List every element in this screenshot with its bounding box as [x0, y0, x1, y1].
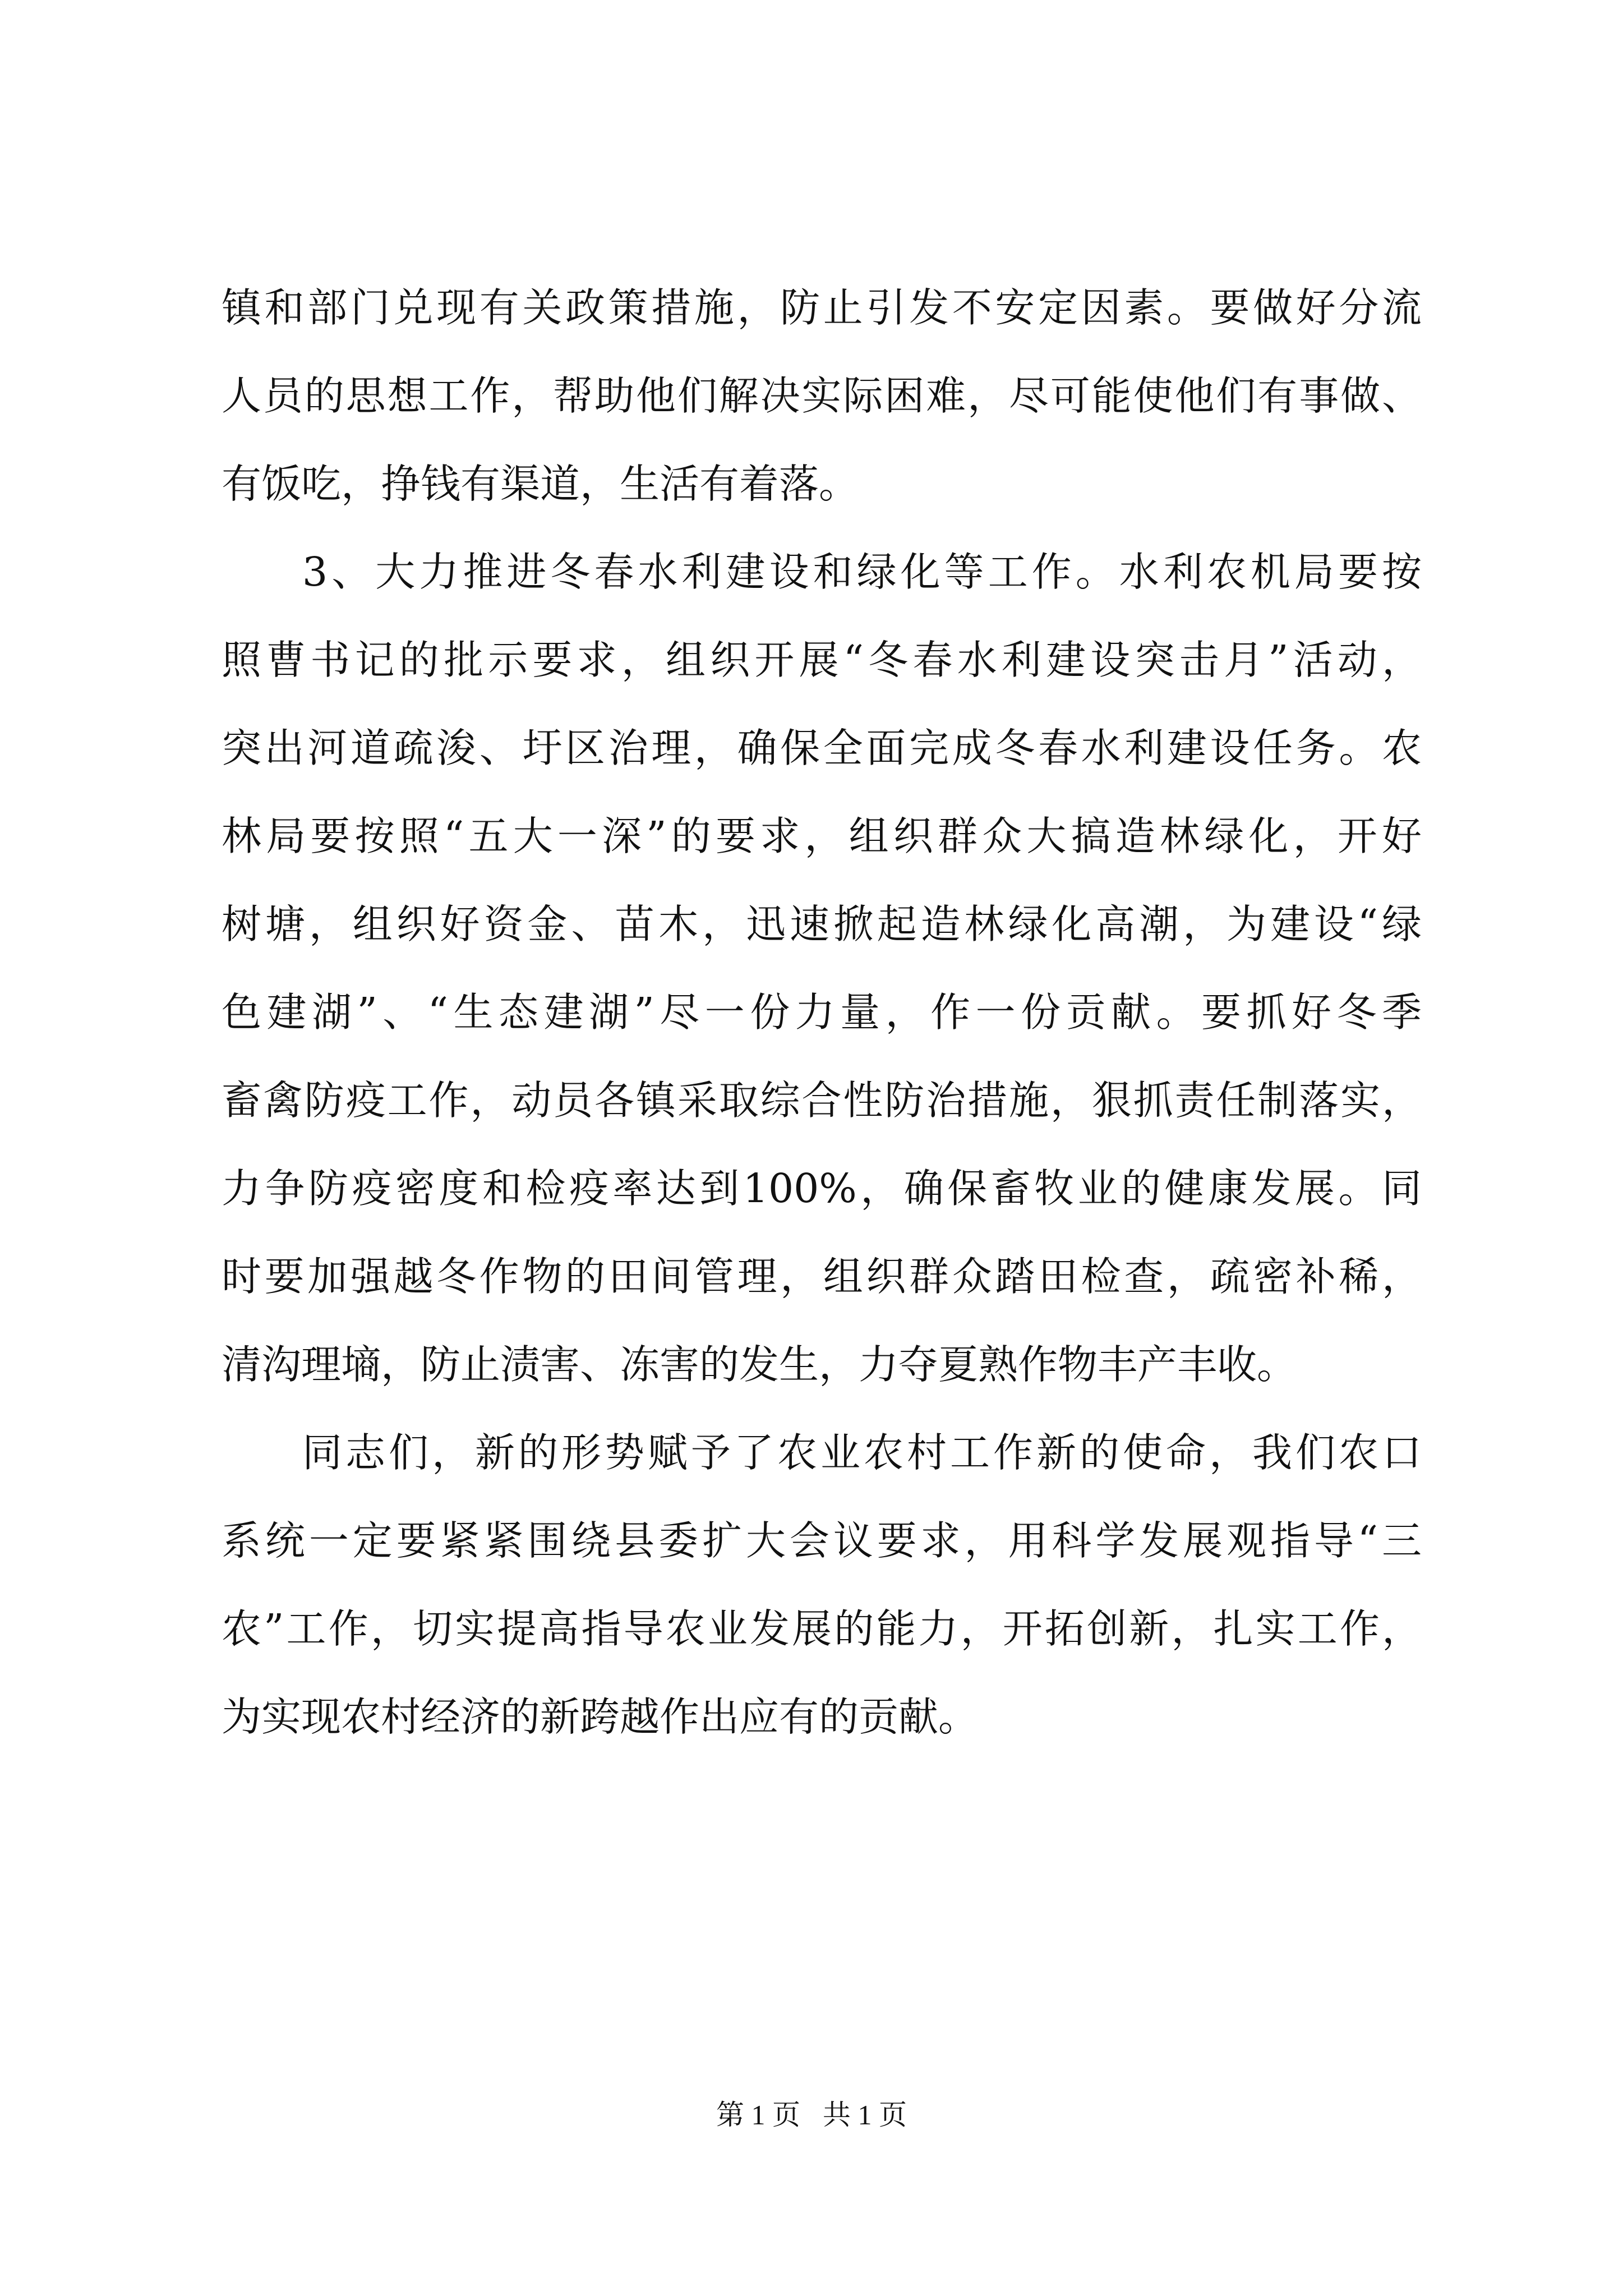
text-line: 照曹书记的批示要求，组织开展“冬春水利建设突击月”活动，: [222, 637, 1422, 683]
text-line: 突出河道疏浚、圩区治理，确保全面完成冬春水利建设任务。农: [222, 725, 1422, 771]
text-line: 人员的思想工作，帮助他们解决实际困难，尽可能使他们有事做、: [222, 372, 1422, 419]
text-line: 镇和部门兑现有关政策措施，防止引发不安定因素。要做好分流: [222, 284, 1422, 331]
page-footer: [0, 2095, 1623, 2134]
text-line: 力争防疫密度和检疫率达到100%，确保畜牧业的健康发展。同: [222, 1165, 1422, 1212]
text-line: 清沟理墒，防止渍害、冻害的发生，力夺夏熟作物丰产丰收。: [222, 1341, 1297, 1388]
text-line: 色建湖”、“生态建湖”尽一份力量，作一份贡献。要抓好冬季: [222, 989, 1422, 1036]
text-line: 畜禽防疫工作，动员各镇采取综合性防治措施，狠抓责任制落实，: [222, 1077, 1422, 1124]
text-line: 系统一定要紧紧围绕县委扩大会议要求，用科学发展观指导“三: [222, 1517, 1422, 1564]
text-line: 农”工作，切实提高指导农业发展的能力，开拓创新，扎实工作，: [222, 1605, 1422, 1652]
page-number: 第 1 页: [716, 2099, 800, 2131]
text-line: 3、大力推进冬春水利建设和绿化等工作。水利农机局要按: [302, 549, 1422, 595]
text-line: 林局要按照“五大一深”的要求，组织群众大搞造林绿化，开好: [222, 813, 1422, 859]
page-total: 共 1 页: [823, 2099, 907, 2131]
document-body: [222, 264, 1422, 1761]
text-line: 树塘，组织好资金、苗木，迅速掀起造林绿化高潮，为建设“绿: [222, 901, 1422, 947]
text-line: 为实现农村经济的新跨越作出应有的贡献。: [222, 1694, 979, 1740]
text-line: 同志们，新的形势赋予了农业农村工作新的使命，我们农口: [302, 1429, 1422, 1476]
text-line: 有饭吃，挣钱有渠道，生活有着落。: [222, 461, 859, 507]
text-line: 时要加强越冬作物的田间管理，组织群众踏田检查，疏密补稀，: [222, 1253, 1422, 1300]
